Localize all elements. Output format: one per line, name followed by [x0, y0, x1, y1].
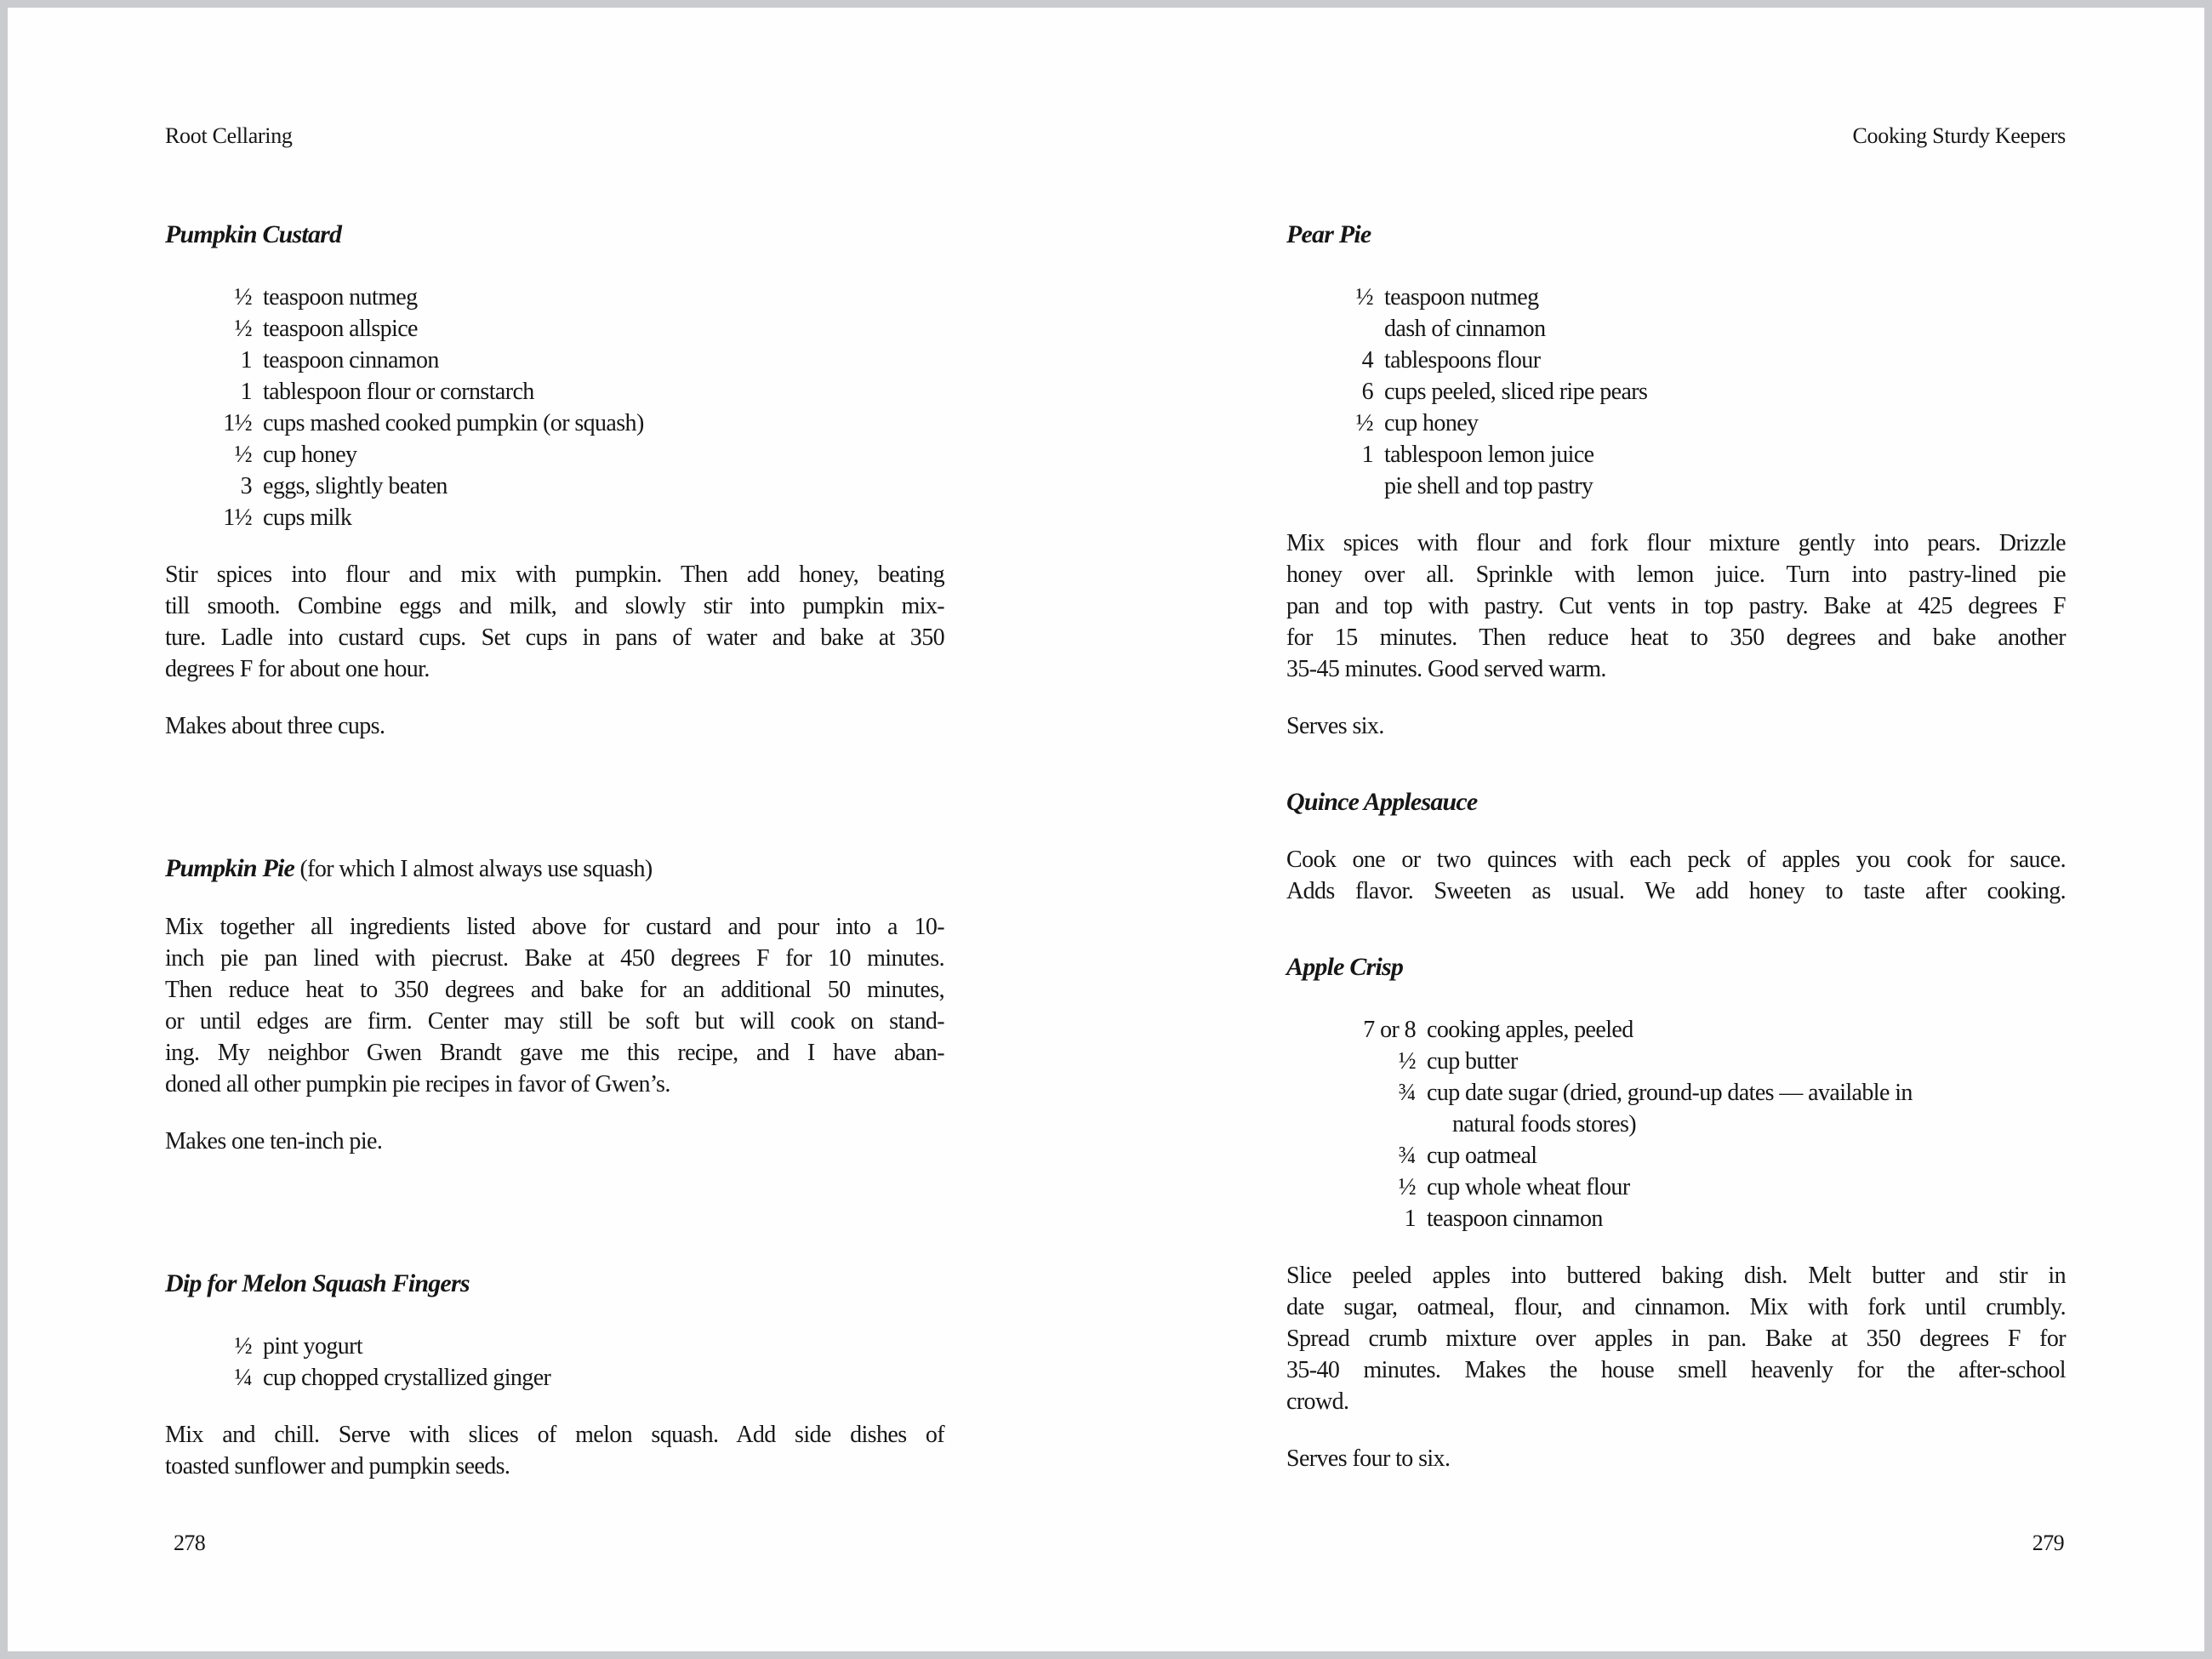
directions-line: doned all other pumpkin pie recipes in favor of Gwen’s.	[165, 1071, 670, 1097]
ingredient-text: pint yogurt	[263, 1333, 363, 1360]
directions-line: 35-40 minutes. Makes the house smell heavenly for the after-school	[1286, 1357, 2066, 1383]
ingredient-quantity: ½	[234, 1333, 252, 1360]
ingredient-text: cup oatmeal	[1427, 1143, 1537, 1169]
ingredient-quantity: ½	[234, 442, 252, 468]
directions-paragraph	[1286, 844, 2066, 907]
ingredient-quantity: 1	[1361, 442, 1373, 468]
ingredient-text: cup honey	[1384, 410, 1479, 436]
ingredient-text: cup whole wheat flour	[1427, 1174, 1630, 1200]
directions-paragraph	[165, 1419, 944, 1482]
directions-line: Spread crumb mixture over apples in pan. Bake at 350 degrees F for	[1286, 1325, 2066, 1352]
directions-line: Slice peeled apples into buttered baking dish. Melt butter and stir in	[1286, 1263, 2066, 1289]
recipe-title	[1286, 951, 2066, 983]
running-header-left: Root Cellaring	[165, 123, 293, 148]
ingredient-quantity: ¾	[1398, 1080, 1416, 1106]
right-page	[1106, 8, 2204, 1651]
ingredient-row	[165, 376, 944, 408]
ingredient-text-line: natural foods stores)	[1452, 1111, 1637, 1137]
directions-paragraph	[165, 911, 944, 1100]
ingredient-quantity: ½	[1398, 1048, 1416, 1075]
ingredient-row	[1286, 408, 2066, 439]
directions-line: till smooth. Combine eggs and milk, and slowly stir into pumpkin mix-	[165, 593, 944, 619]
recipe-pear-pie	[1286, 219, 2066, 742]
left-page	[8, 8, 1106, 1651]
ingredient-text: teaspoon cinnamon	[263, 347, 439, 373]
directions-paragraph	[165, 559, 944, 685]
ingredient-text: teaspoon nutmeg	[1384, 284, 1539, 311]
ingredient-row	[165, 1331, 944, 1362]
ingredient-quantity: ½	[234, 316, 252, 342]
ingredient-quantity	[1286, 470, 1373, 502]
ingredient-quantity: ¾	[1398, 1143, 1416, 1169]
recipe-pumpkin-pie	[165, 852, 944, 1157]
ingredient-text	[1416, 1077, 1913, 1140]
ingredient-row	[165, 282, 944, 313]
ingredient-text-line: cup date sugar (dried, ground-up dates — available in	[1427, 1080, 1913, 1106]
directions-line: date sugar, oatmeal, flour, and cinnamon. Mix with fork until crumbly.	[1286, 1294, 2066, 1320]
ingredient-quantity: 1	[1404, 1206, 1416, 1232]
recipe-title	[165, 219, 944, 251]
ingredient-row	[1286, 282, 2066, 313]
recipe-apple-crisp	[1286, 951, 2066, 1474]
recipe-title-text: Pumpkin Pie	[165, 854, 295, 882]
recipe-pumpkin-custard	[165, 219, 944, 742]
ingredient-text: dash of cinnamon	[1384, 316, 1546, 342]
ingredient-list	[165, 282, 944, 533]
running-header-right: Cooking Sturdy Keepers	[1852, 123, 2066, 148]
recipe-title-text: Pear Pie	[1286, 220, 1371, 248]
ingredient-quantity: ½	[1355, 284, 1373, 311]
directions-line: Then reduce heat to 350 degrees and bake for an additional 50 minutes,	[165, 977, 944, 1003]
ingredient-row	[165, 408, 944, 439]
ingredient-row	[1286, 1172, 2066, 1203]
recipe-title-note: (for which I almost always use squash)	[294, 856, 653, 882]
directions-line: pan and top with pastry. Cut vents in top pastry. Bake at 425 degrees F	[1286, 593, 2066, 619]
directions-line: Mix together all ingredients listed above for custard and pour into a 10-	[165, 914, 944, 940]
page-number-right: 279	[2032, 1531, 2064, 1555]
ingredient-quantity: 6	[1361, 379, 1373, 405]
ingredient-text: teaspoon cinnamon	[1427, 1206, 1603, 1232]
ingredient-text: cup honey	[263, 442, 357, 468]
directions-line: Mix and chill. Serve with slices of melon squash. Add side dishes of	[165, 1422, 944, 1448]
directions-line: inch pie pan lined with piecrust. Bake at 450 degrees F for 10 minutes.	[165, 945, 944, 972]
ingredient-text: teaspoon nutmeg	[263, 284, 418, 311]
ingredient-row	[1286, 376, 2066, 408]
ingredient-quantity: 1	[240, 379, 252, 405]
ingredient-row	[165, 502, 944, 533]
ingredient-row	[1286, 1077, 2066, 1140]
ingredient-row	[165, 313, 944, 345]
directions-line: toasted sunflower and pumpkin seeds.	[165, 1453, 510, 1479]
directions-line: Mix spices with flour and fork flour mixture gently into pears. Drizzle	[1286, 530, 2066, 556]
recipe-title	[165, 852, 944, 886]
ingredient-row	[165, 1362, 944, 1394]
ingredient-quantity: 7 or 8	[1363, 1017, 1416, 1043]
ingredient-text: teaspoon allspice	[263, 316, 418, 342]
ingredient-row	[1286, 470, 2066, 502]
ingredient-text: tablespoon lemon juice	[1384, 442, 1594, 468]
ingredient-row	[1286, 1046, 2066, 1077]
recipe-title	[1286, 786, 2066, 818]
recipe-quince-applesauce	[1286, 786, 2066, 907]
ingredient-list	[1286, 1014, 2066, 1234]
ingredient-quantity: ½	[234, 284, 252, 311]
directions-line: crowd.	[1286, 1388, 1349, 1415]
ingredient-row	[1286, 1140, 2066, 1172]
ingredient-quantity: 3	[240, 473, 252, 499]
directions-line: ing. My neighbor Gwen Brandt gave me this recipe, and I have aban-	[165, 1040, 944, 1066]
directions-line: Adds flavor. Sweeten as usual. We add honey to taste after cooking.	[1286, 878, 2066, 904]
ingredient-quantity: 1½	[223, 505, 252, 531]
ingredient-list	[165, 1331, 944, 1394]
ingredient-text: cups peeled, sliced ripe pears	[1384, 379, 1648, 405]
ingredient-text: pie shell and top pastry	[1384, 473, 1593, 499]
ingredient-row	[1286, 1014, 2066, 1046]
right-page-content	[1286, 219, 2066, 1474]
ingredient-row	[165, 470, 944, 502]
ingredient-row	[1286, 345, 2066, 376]
directions-line: Stir spices into flour and mix with pumpkin. Then add honey, beating	[165, 562, 944, 588]
ingredient-quantity: 4	[1361, 347, 1373, 373]
directions-line: ture. Ladle into custard cups. Set cups in pans of water and bake at 350	[165, 624, 944, 651]
directions-line: for 15 minutes. Then reduce heat to 350 degrees and bake another	[1286, 624, 2066, 651]
ingredient-list	[1286, 282, 2066, 502]
ingredient-quantity: 1½	[223, 410, 252, 436]
ingredient-row	[1286, 439, 2066, 470]
left-page-content	[165, 219, 944, 1482]
ingredient-text: cups milk	[263, 505, 352, 531]
directions-line: degrees F for about one hour.	[165, 656, 430, 682]
ingredient-row	[1286, 1203, 2066, 1234]
ingredient-quantity: ½	[1355, 410, 1373, 436]
recipe-title-text: Dip for Melon Squash Fingers	[165, 1269, 470, 1297]
ingredient-text: tablespoon flour or cornstarch	[263, 379, 534, 405]
directions-line: honey over all. Sprinkle with lemon juice. Turn into pastry-lined pie	[1286, 562, 2066, 588]
yield-note: Makes about three cups.	[165, 713, 385, 739]
ingredient-quantity: ½	[1398, 1174, 1416, 1200]
recipe-title	[1286, 219, 2066, 251]
directions-line: 35-45 minutes. Good served warm.	[1286, 656, 1606, 682]
ingredient-text: eggs, slightly beaten	[263, 473, 448, 499]
recipe-title-text: Pumpkin Custard	[165, 220, 342, 248]
directions-paragraph	[1286, 1260, 2066, 1417]
recipe-dip-for-melon-squash-fingers	[165, 1268, 944, 1482]
recipe-title	[165, 1268, 944, 1300]
ingredient-quantity: ¼	[234, 1365, 252, 1391]
yield-note: Serves four to six.	[1286, 1445, 1451, 1472]
ingredient-text: cup chopped crystallized ginger	[263, 1365, 551, 1391]
ingredient-quantity: 1	[240, 347, 252, 373]
ingredient-text: cooking apples, peeled	[1427, 1017, 1633, 1043]
directions-line: or until edges are firm. Center may still be soft but will cook on stand-	[165, 1008, 944, 1035]
directions-line: Cook one or two quinces with each peck of apples you cook for sauce.	[1286, 847, 2066, 873]
ingredient-text: cup butter	[1427, 1048, 1518, 1075]
yield-note: Serves six.	[1286, 713, 1384, 739]
yield-note: Makes one ten-inch pie.	[165, 1128, 383, 1154]
directions-paragraph	[1286, 527, 2066, 685]
ingredient-row	[165, 439, 944, 470]
ingredient-quantity	[1286, 313, 1373, 345]
ingredient-text: cups mashed cooked pumpkin (or squash)	[263, 410, 644, 436]
page-number-left: 278	[174, 1531, 206, 1555]
ingredient-text: tablespoons flour	[1384, 347, 1541, 373]
recipe-title-text: Quince Applesauce	[1286, 788, 1478, 816]
ingredient-row	[1286, 313, 2066, 345]
recipe-title-text: Apple Crisp	[1286, 953, 1404, 981]
ingredient-row	[165, 345, 944, 376]
